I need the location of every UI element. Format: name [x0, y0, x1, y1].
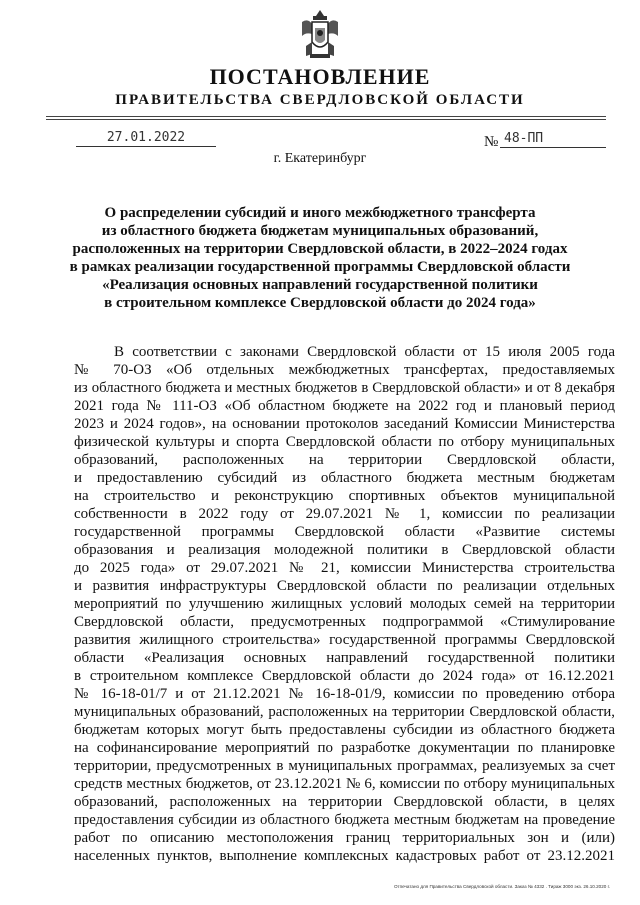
heading-line: из областного бюджета бюджетам муниципальных образований, — [101, 223, 539, 239]
coat-of-arms-icon — [298, 8, 342, 60]
header-divider — [46, 116, 606, 117]
document-body — [74, 343, 615, 865]
body-line: 2021 года № 111-ОЗ «Об областном бюджете на 2022 год и плановый период — [74, 398, 615, 414]
body-line: образований, расположенных на территории Свердловской области, — [74, 452, 615, 468]
body-line: мероприятий по улучшению жилищных условий молодых семей на территории — [74, 596, 615, 612]
body-line: развития жилищного строительства» государственной программы Свердловской — [74, 632, 615, 648]
document-heading — [60, 204, 580, 312]
document-date: 27.01.2022 — [106, 130, 186, 145]
body-line: работ по описанию местоположения границ территориальных зон и (или) — [74, 830, 615, 846]
body-line: № 70-ОЗ «Об отдельных межбюджетных трансфертах, предоставляемых — [74, 362, 615, 378]
body-line: образования и реализация молодежной политики в Свердловской области — [74, 542, 615, 558]
body-line: средств местных бюджетов, от 23.12.2021 № 6, комиссии по отбору муниципальных — [74, 776, 615, 792]
body-line: В соответствии с законами Свердловской области от 15 июля 2005 года — [114, 344, 615, 360]
body-line: муниципальных образований, расположенных на территории Свердловской области, — [74, 704, 615, 720]
document-subtitle: ПРАВИТЕЛЬСТВА СВЕРДЛОВСКОЙ ОБЛАСТИ — [115, 92, 525, 108]
body-line: и предоставлению субсидий из областного бюджета местным бюджетам — [74, 470, 615, 486]
body-line: образований, расположенных на территории Свердловской области, в целях — [74, 794, 615, 810]
body-line: до 2025 года» от 29.07.2021 № 21, комиссии Министерства строительства — [74, 560, 615, 576]
body-line: из областного бюджета и местных бюджетов в Свердловской области» и от 8 декабря — [74, 380, 615, 396]
print-imprint: Отпечатано для Правительства Свердловской области. Заказ № 4332 . Тираж 3000 экз. 26.10.2020 г. — [393, 884, 610, 889]
city: г. Екатеринбург — [273, 151, 367, 166]
body-line: на строительство и реконструкцию спортивных объектов муниципальной — [74, 488, 615, 504]
heading-line: О распределении субсидий и иного межбюджетного трансферта — [104, 205, 536, 221]
number-underline — [500, 147, 606, 148]
body-line: бюджетам которых могут быть предоставлены субсидии из областного бюджета — [74, 722, 615, 738]
body-line: области «Реализация основных направлений государственной политики — [74, 650, 615, 666]
body-line: территории, предусмотренных в муниципальных программах, реализуемых за счет — [74, 758, 615, 774]
body-line: в строительном комплексе Свердловской области до 2024 года» от 16.12.2021 — [74, 668, 615, 684]
heading-line: «Реализация основных направлений государственной политики — [102, 277, 538, 293]
body-line: 2023 и 2024 годов», на основании протоколов заседаний Комиссии Министерства — [74, 416, 615, 432]
body-line: и развития инфраструктуры Свердловской области по реализации отдельных — [74, 578, 615, 594]
body-line: предоставления субсидии из областного бюджета местным бюджетам на проведение — [74, 812, 615, 828]
document-title: ПОСТАНОВЛЕНИЕ — [209, 64, 431, 89]
body-line: собственности в 2022 году от 29.07.2021 № 1, комиссии по реализации — [74, 506, 615, 522]
header-divider-secondary — [46, 119, 606, 120]
body-line: на софинансирование мероприятий по разработке документации по планировке — [74, 740, 615, 756]
heading-line: расположенных на территории Свердловской области, в 2022–2024 годах — [72, 241, 568, 257]
body-line: государственной программы Свердловской области «Развитие системы — [74, 524, 615, 540]
number-label: № — [484, 134, 499, 150]
body-line: населенных пунктов, выполнение комплексных кадастровых работ от 23.12.2021 — [74, 848, 615, 864]
heading-line: в строительном комплексе Свердловской области до 2024 года» — [104, 295, 536, 311]
date-underline — [76, 146, 216, 147]
document-number: 48-ПП — [504, 131, 544, 146]
body-line: Свердловской области, предусмотренных подпрограммой «Стимулирование — [74, 614, 615, 630]
body-line: № 16-18-01/7 и от 21.12.2021 № 16-18-01/9, комиссии по проведению отбора — [74, 686, 615, 702]
body-line: физической культуры и спорта Свердловской области по отбору муниципальных — [74, 434, 615, 450]
heading-line: в рамках реализации государственной программы Свердловской области — [69, 259, 571, 275]
